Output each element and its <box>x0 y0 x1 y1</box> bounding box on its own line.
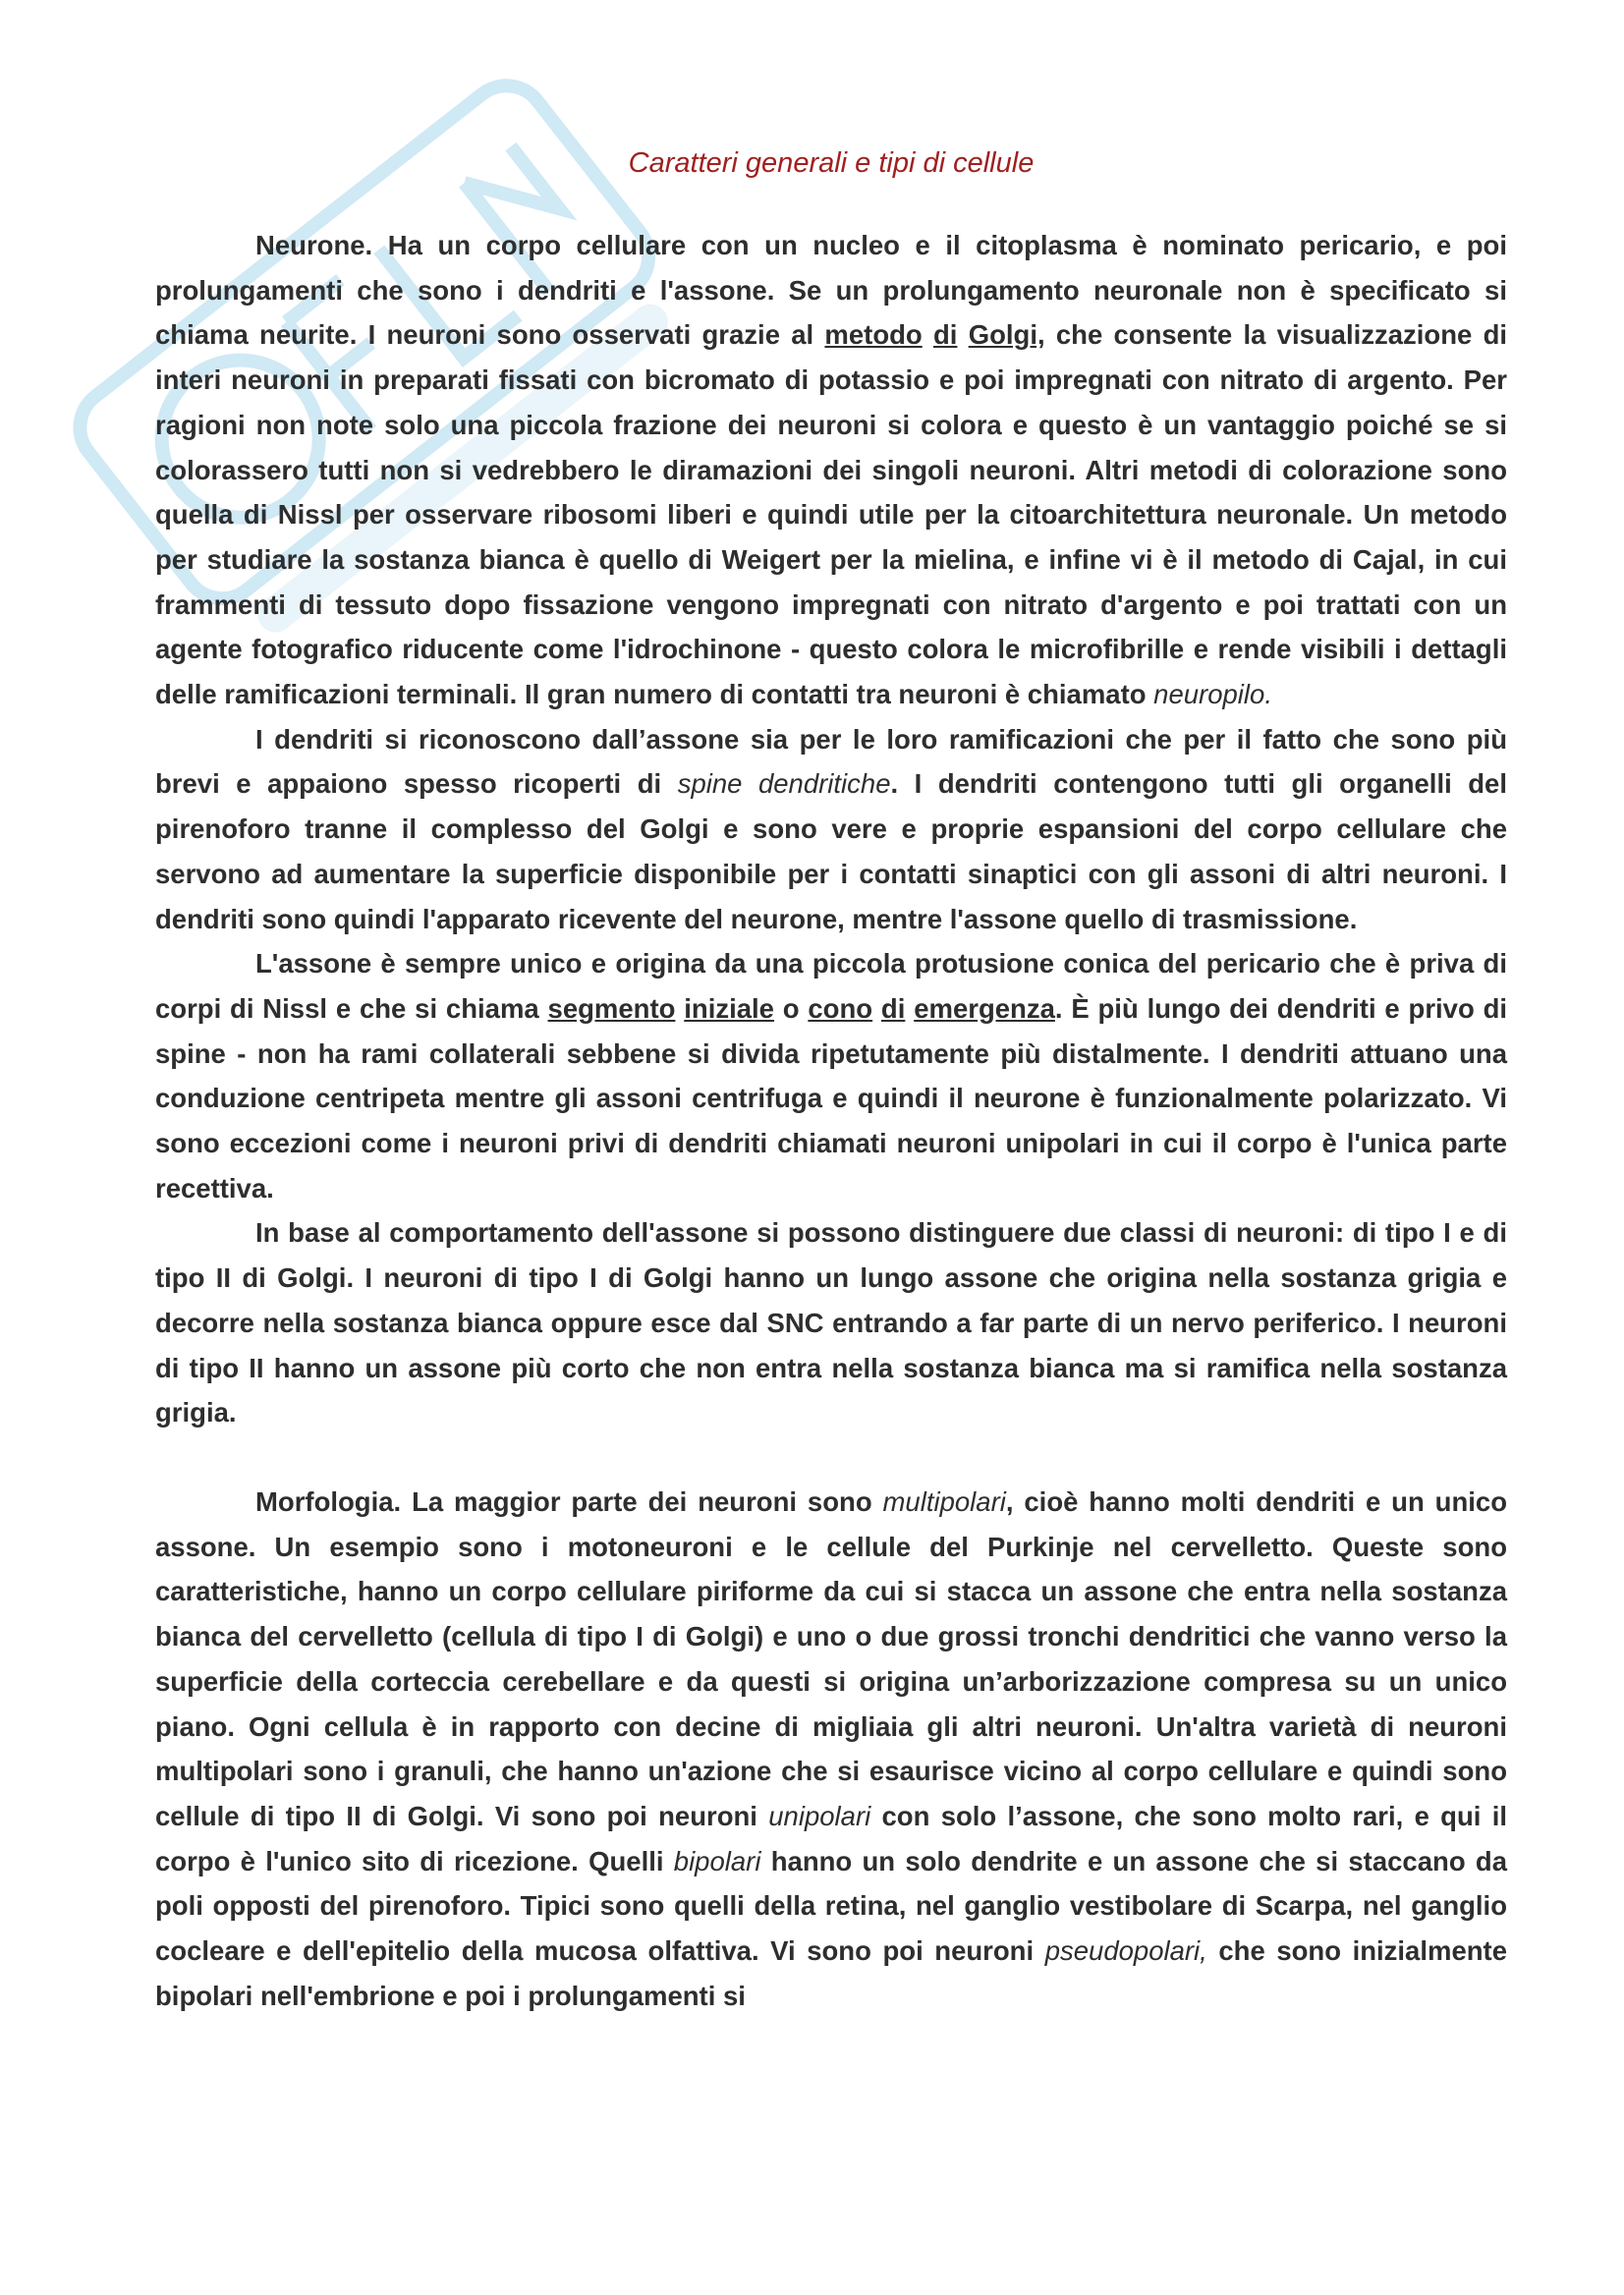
text-run: Morfologia. La maggior parte dei neuroni sono <box>255 1485 883 1517</box>
text-run: con solo l’assone, che sono molto rari, e qui il corpo è l'unico sito di ricezione. Quelli <box>155 1800 1507 1876</box>
text-run: o <box>773 992 809 1024</box>
text-run: . I dendriti contengono tutti gli organelli del pirenoforo tranne il complesso del Golgi e sono vere e proprie espansioni del corpo cellulare che servono ad aumentare la superficie disponibile per i contatti sinaptici con gli assoni di altri neuroni. I dendriti sono quindi l'apparato ricevente del neurone, mentre l'assone quello di trasmissione. <box>155 768 1507 934</box>
page-title: Caratteri generali e tipi di cellule <box>628 147 1035 179</box>
text-run: che consente la visualizzazione di interi neuroni in preparati fissati con bicromato di potassio e poi impregnati con nitrato di argento. Per ragioni non note solo una piccola frazione dei neuroni si colora e questo è un vantaggio poiché se si colorassero tutti non si vedrebbero le diramazioni dei singoli neuroni. Altri metodi di colorazione sono quella di Nissl per osservare ribosomi liberi e quindi utile per la citoarchitettura neuronale. Un metodo per studiare la sostanza bianca è quello di Weigert per la mielina, e infine vi è il metodo di Cajal, in cui frammenti di tessuto dopo fissazione vengono impregnati con nitrato d'argento e poi trattati con un agente fotografico riducente come l'idrochinone - questo colora le microfibrille e rende visibili i dettagli delle ramificazioni terminali. Il gran numero di contatti tra neuroni è chiamato <box>155 319 1508 710</box>
link-text: di <box>880 992 906 1024</box>
text-run: hanno un solo dendrite e un assone che si staccano da poli opposti del pirenoforo. Tipici sono quelli della retina, nel ganglio vestibolare di Scarpa, nel ganglio cocleare e dell'epitelio della mucosa olfattiva. Vi sono poi neuroni <box>155 1845 1507 1967</box>
link-text: iniziale <box>684 992 774 1024</box>
paragraph-neurone <box>155 223 1507 717</box>
text-run: I dendriti si riconoscono dall’assone sia per le loro ramificazioni che per il fatto che sono più brevi e appaiono spesso ricoperti di <box>155 723 1507 800</box>
link-text: di <box>932 319 958 351</box>
italic-term: spine dendritiche <box>677 768 891 800</box>
link-text: metodo <box>824 319 923 351</box>
text-run: che sono inizialmente bipolari nell'embrione e poi i prolungamenti si <box>155 1935 1507 2011</box>
paragraph-classi-golgi <box>155 1210 1507 1435</box>
link-text: emergenza <box>914 992 1055 1024</box>
link-text: cono <box>808 992 873 1024</box>
text-run: In base al comportamento dell'assone si possono distinguere due classi di neuroni: di tipo I e di tipo II di Golgi. I neuroni di tipo I di Golgi hanno un lungo assone che origina nella sostanza grigia e decorre nella sostanza bianca oppure esce dal SNC entrando a far parte di un nervo periferico. I neuroni di tipo II hanno un assone più corto che non entra nella sostanza bianca ma si ramifica nella sostanza grigia. <box>155 1217 1507 1428</box>
italic-term: multipolari <box>882 1485 1006 1517</box>
text-run: , cioè hanno molti dendriti e un unico assone. Un esempio sono i motoneuroni e le cellule del Purkinje nel cervelletto. Queste sono caratteristiche, hanno un corpo cellulare piriforme da cui si stacca un assone che entra nella sostanza bianca del cervelletto (cellula di tipo I di Golgi) e uno o due grossi tronchi dendritici che vanno verso la superficie della corteccia cerebellare e da questi si origina un’arborizzazione compresa su un unico piano. Ogni cellula è in rapporto con decine di migliaia gli altri neuroni. Un'altra varietà di neuroni multipolari sono i granuli, che hanno un'azione che si esaurisce vicino al corpo cellulare e quindi sono cellule di tipo II di Golgi. Vi sono poi neuroni <box>155 1485 1507 1831</box>
document-body <box>155 147 1507 2018</box>
italic-term: bipolari <box>673 1845 761 1876</box>
link-text: Golgi, <box>968 319 1045 351</box>
paragraph-morfologia <box>155 1480 1507 2018</box>
text-run: . È più lungo dei dendriti e privo di spine - non ha rami collaterali sebbene si divida ripetutamente più distalmente. I dendriti attuano una conduzione centripeta mentre gli assoni centrifuga e quindi il neurone è funzionalmente polarizzato. Vi sono eccezioni come i neuroni privi di dendriti chiamati neuroni unipolari in cui il corpo è l'unica parte recettiva. <box>155 992 1508 1203</box>
link-text: segmento <box>547 992 676 1024</box>
italic-term: pseudopolari, <box>1044 1935 1207 1967</box>
paragraph-assone <box>155 941 1507 1210</box>
italic-term: unipolari <box>768 1800 871 1831</box>
text-run: Neurone. Ha un corpo cellulare con un nucleo e il citoplasma è nominato pericario, e poi prolungamenti che sono i dendriti e l'assone. Se un prolungamento neuronale non è specificato si chiama neurite. I neuroni sono osservati grazie al <box>155 230 1507 351</box>
text-run: L'assone è sempre unico e origina da una piccola protusione conica del pericario che è priva di corpi di Nissl e che si chiama <box>155 948 1507 1024</box>
italic-term: neuropilo. <box>1153 679 1272 710</box>
paragraph-dendriti <box>155 717 1507 942</box>
